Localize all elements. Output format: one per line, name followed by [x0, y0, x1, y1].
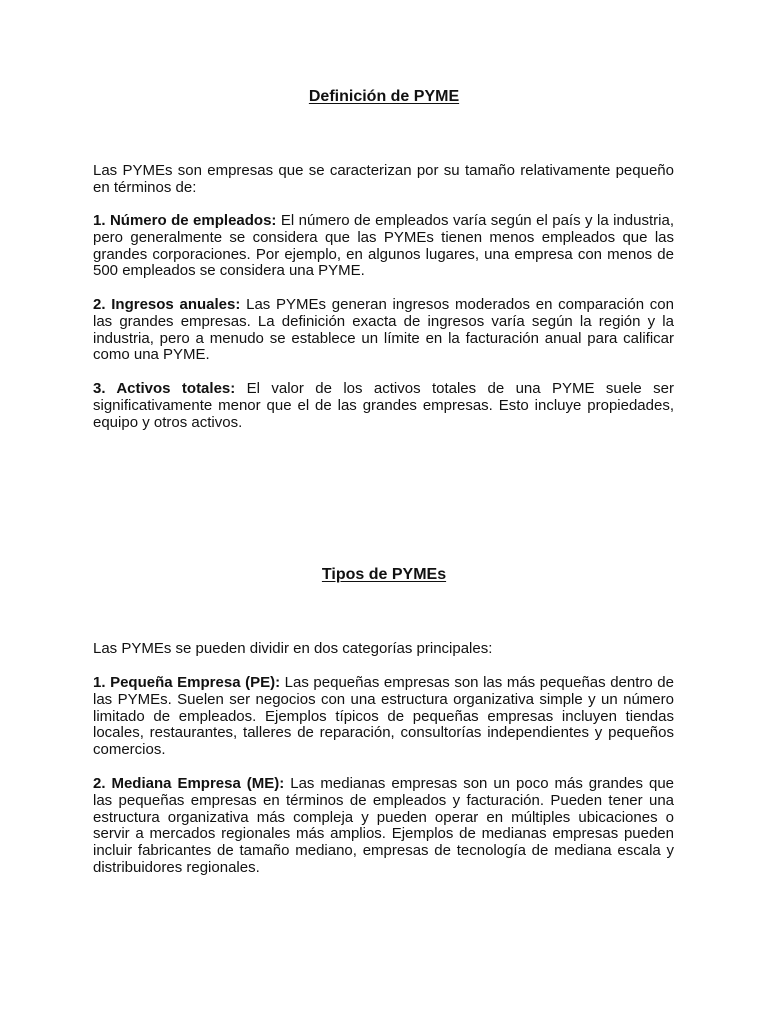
- item-activos-totales: [93, 381, 674, 431]
- item-text: El número de empleados varía según el país y la industria, pero generalmente se considera que las PYMEs tienen menos empleados que las grandes corporaciones. Por ejemplo, en algunos lugares, una empresa con menos de 500 empleados se considera una PYME.: [93, 212, 674, 280]
- item-ingresos-anuales: [93, 297, 674, 364]
- section-title-tipos: Tipos de PYMEs: [321, 566, 447, 583]
- item-label: 2. Ingresos anuales:: [93, 296, 241, 313]
- item-mediana-empresa: [93, 776, 674, 877]
- item-label: 1. Número de empleados:: [93, 212, 277, 229]
- section-title-definicion: Definición de PYME: [308, 88, 460, 105]
- item-text: Las PYMEs generan ingresos moderados en comparación con las grandes empresas. La definición exacta de ingresos varía según la región y la industria, pero a menudo se establece un límite en la facturación anual para calificar como una PYME.: [93, 296, 674, 364]
- item-label: 3. Activos totales:: [93, 380, 236, 397]
- item-label: 2. Mediana Empresa (ME):: [93, 775, 285, 792]
- intro-paragraph-tipos: Las PYMEs se pueden dividir en dos categorías principales:: [93, 640, 493, 657]
- item-text: El valor de los activos totales de una PYME suele ser significativamente menor que el de las grandes empresas. Esto incluye propiedades, equipo y otros activos.: [93, 380, 674, 431]
- item-pequena-empresa: [93, 675, 674, 759]
- item-text: Las pequeñas empresas son las más pequeñas dentro de las PYMEs. Suelen ser negocios con una estructura organizativa simple y un número limitado de empleados. Ejemplos típicos de pequeñas empresas incluyen tiendas locales, restaurantes, talleres de reparación, consultorías independientes y pequeños comercios.: [93, 674, 674, 759]
- item-numero-empleados: [93, 213, 674, 280]
- intro-paragraph-definicion: Las PYMEs son empresas que se caracterizan por su tamaño relativamente pequeño en términos de:: [93, 162, 674, 196]
- item-text: Las medianas empresas son un poco más grandes que las pequeñas empresas en términos de empleados y facturación. Pueden tener una estructura organizativa más compleja y pueden operar en múltiples ubicaciones o servir a mercados regionales más amplios. Ejemplos de medianas empresas pueden incluir fabricantes de tamaño mediano, empresas de tecnología de mediana escala y distribuidores regionales.: [93, 775, 674, 876]
- item-label: 1. Pequeña Empresa (PE):: [93, 674, 281, 691]
